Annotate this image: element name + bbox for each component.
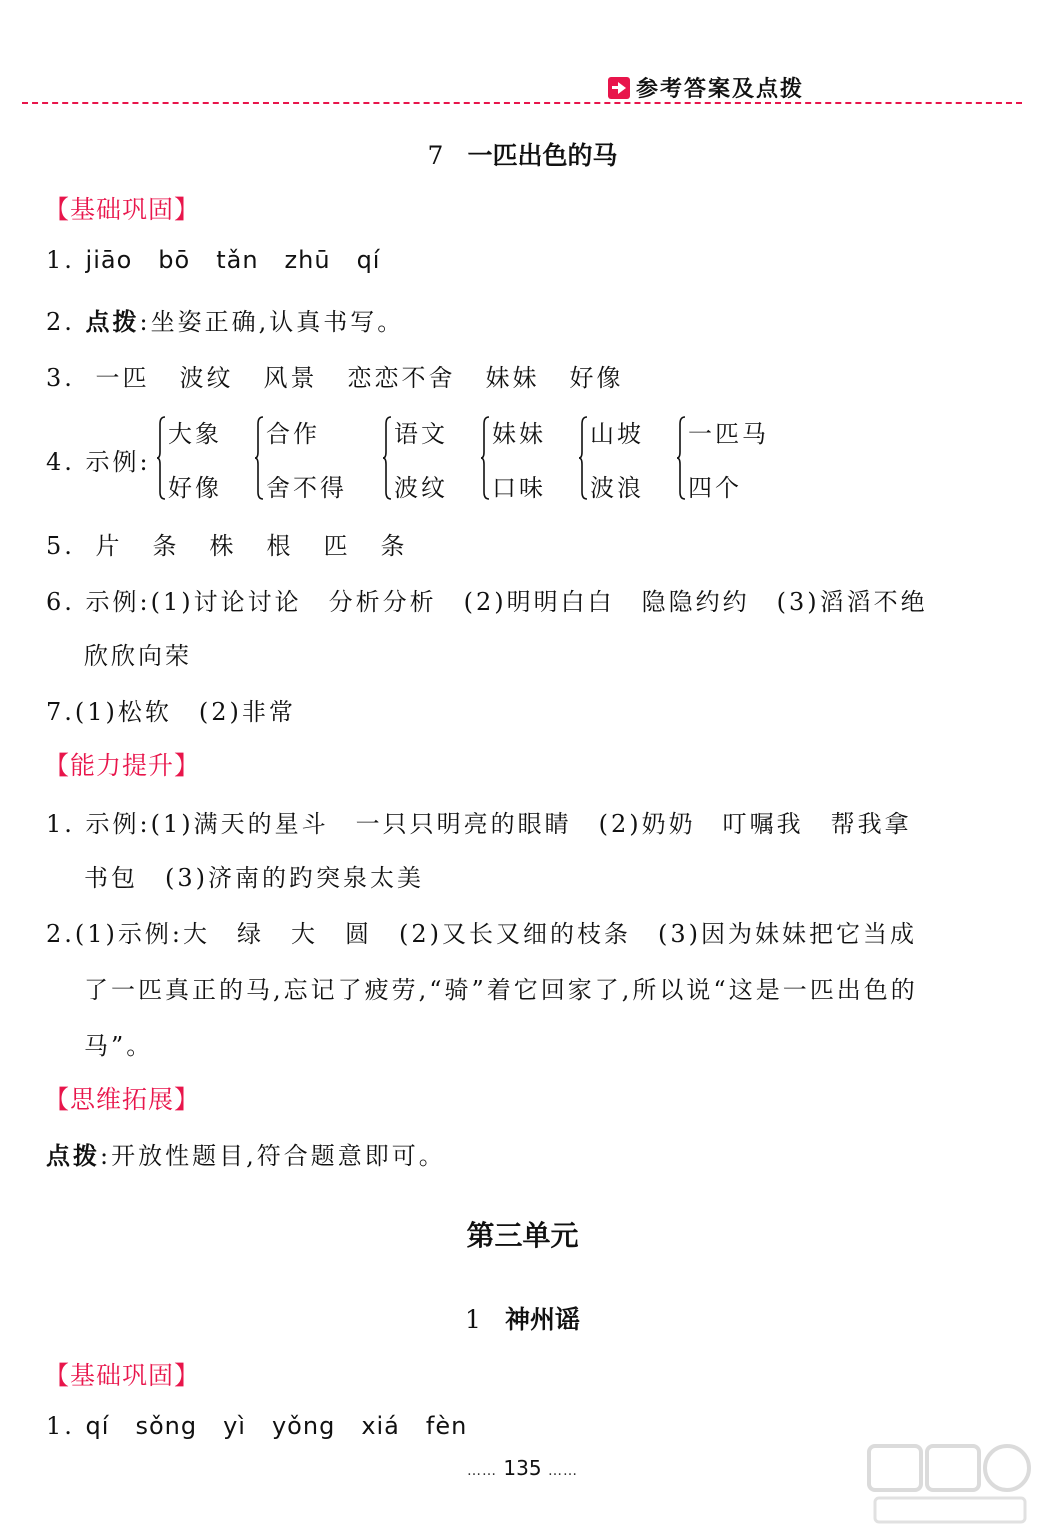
q4-word-bottom: 波浪 xyxy=(590,474,644,502)
arrow-icon xyxy=(608,77,630,99)
brace-icon xyxy=(156,416,166,500)
q4-label: 4. 示例: xyxy=(46,448,151,476)
section-head-thinking: 【思维拓展】 xyxy=(44,1085,201,1114)
q4-word-bottom: 四个 xyxy=(688,474,742,502)
q4-word-top: 妹妹 xyxy=(492,420,546,448)
q5-words xyxy=(96,532,438,560)
q5-word-5: 匹 xyxy=(323,532,351,560)
ability-q1-line1: 1. 示例:(1)满天的星斗 一只只明亮的眼睛 (2)奶奶 叮嘱我 帮我拿 xyxy=(46,810,912,838)
q5-label: 5. xyxy=(46,532,75,560)
pinyin-2: bō xyxy=(158,246,191,274)
q6-line2: 欣欣向荣 xyxy=(84,642,192,670)
section-head-basic-2: 【基础巩固】 xyxy=(44,1361,201,1390)
q1-line xyxy=(46,246,406,274)
q2-label: 2. xyxy=(46,308,75,336)
brace-icon xyxy=(254,416,264,500)
q2-bold: 点拨 xyxy=(85,308,140,336)
q4-word-top: 山坡 xyxy=(590,420,644,448)
q3-line xyxy=(46,358,684,393)
q4-word-bottom: 口味 xyxy=(492,474,546,502)
unit3-lesson-title xyxy=(0,1300,1045,1336)
header-title-text: 参考答案及点拨 xyxy=(636,77,805,102)
thinking-bold: 点拨 xyxy=(46,1142,100,1170)
unit3-q1-pinyin xyxy=(86,1412,494,1440)
page-dots-left: …… xyxy=(467,1463,498,1479)
q3-label: 3. xyxy=(46,364,75,392)
unit3-pinyin-2: sǒng xyxy=(135,1412,198,1440)
unit3-pinyin-5: xiá xyxy=(361,1412,400,1440)
q4-word-bottom: 好像 xyxy=(168,474,222,502)
header-divider xyxy=(22,102,1022,104)
unit3-lesson-name: 神州谣 xyxy=(504,1305,580,1334)
pinyin-5: qí xyxy=(356,246,381,274)
thinking-text: :开放性题目,符合题意即可。 xyxy=(100,1142,446,1170)
header-title xyxy=(608,72,804,103)
q4-word-top: 大象 xyxy=(168,420,222,448)
q5-word-1: 片 xyxy=(95,532,123,560)
q4-word-bottom: 舍不得 xyxy=(266,474,347,502)
pinyin-4: zhū xyxy=(284,246,331,274)
watermark-logo xyxy=(865,1440,1035,1528)
q3-word-5: 妹妹 xyxy=(485,364,540,392)
q4-word-top: 合作 xyxy=(266,420,320,448)
q7-line: 7.(1)松软 (2)非常 xyxy=(46,698,296,726)
q1-pinyin xyxy=(86,246,407,274)
q4-word-top: 语文 xyxy=(394,420,448,448)
unit3-pinyin-6: fèn xyxy=(425,1412,468,1440)
unit-title: 第三单元 xyxy=(466,1219,579,1252)
q3-word-3: 风景 xyxy=(263,364,318,392)
lesson-title xyxy=(0,136,1045,172)
section-head-basic: 【基础巩固】 xyxy=(44,195,201,224)
lesson-name: 一匹出色的马 xyxy=(467,141,618,170)
q1-label: 1. xyxy=(46,246,75,274)
unit3-q1-label: 1. xyxy=(46,1412,75,1440)
q5-word-6: 条 xyxy=(380,532,408,560)
ability-q1-line2: 书包 (3)济南的趵突泉太美 xyxy=(84,864,424,892)
unit3-q1-line xyxy=(46,1412,493,1440)
q4-word-top: 一匹马 xyxy=(688,420,769,448)
unit3-pinyin-3: yì xyxy=(223,1412,246,1440)
unit3-pinyin-1: qí xyxy=(85,1412,110,1440)
q6-line1: 6. 示例:(1)讨论讨论 分析分析 (2)明明白白 隐隐约约 (3)滔滔不绝 xyxy=(46,588,928,616)
page-dots-right: …… xyxy=(547,1463,578,1479)
q4-word-bottom: 波纹 xyxy=(394,474,448,502)
q3-word-6: 好像 xyxy=(569,364,624,392)
thinking-line xyxy=(46,1136,446,1171)
q5-word-3: 株 xyxy=(209,532,237,560)
brace-icon xyxy=(480,416,490,500)
q3-word-4: 恋恋不舍 xyxy=(347,364,456,392)
q3-words xyxy=(96,364,654,392)
q3-word-2: 波纹 xyxy=(179,364,234,392)
page-number-value: 135 xyxy=(503,1456,542,1480)
ability-q2-line1: 2.(1)示例:大 绿 大 圆 (2)又长又细的枝条 (3)因为妹妹把它当成 xyxy=(46,920,917,948)
brace-icon xyxy=(382,416,392,500)
unit3-pinyin-4: yǒng xyxy=(271,1412,336,1440)
q2-text: :坐姿正确,认真书写。 xyxy=(139,308,405,336)
q2-line xyxy=(46,302,404,337)
brace-icon xyxy=(578,416,588,500)
section-head-ability: 【能力提升】 xyxy=(44,751,201,780)
q5-word-2: 条 xyxy=(152,532,180,560)
lesson-number: 7 xyxy=(427,141,444,170)
q3-word-1: 一匹 xyxy=(95,364,150,392)
brace-icon xyxy=(676,416,686,500)
ability-q2-line3: 马”。 xyxy=(84,1032,154,1060)
unit3-lesson-number: 1 xyxy=(465,1305,481,1334)
q5-word-4: 根 xyxy=(266,532,294,560)
q5-line xyxy=(46,526,468,561)
pinyin-3: tǎn xyxy=(216,246,259,274)
pinyin-1: jiāo xyxy=(85,246,133,274)
ability-q2-line2: 了一匹真正的马,忘记了疲劳,“骑”着它回家了,所以说“这是一匹出色的 xyxy=(84,976,918,1004)
